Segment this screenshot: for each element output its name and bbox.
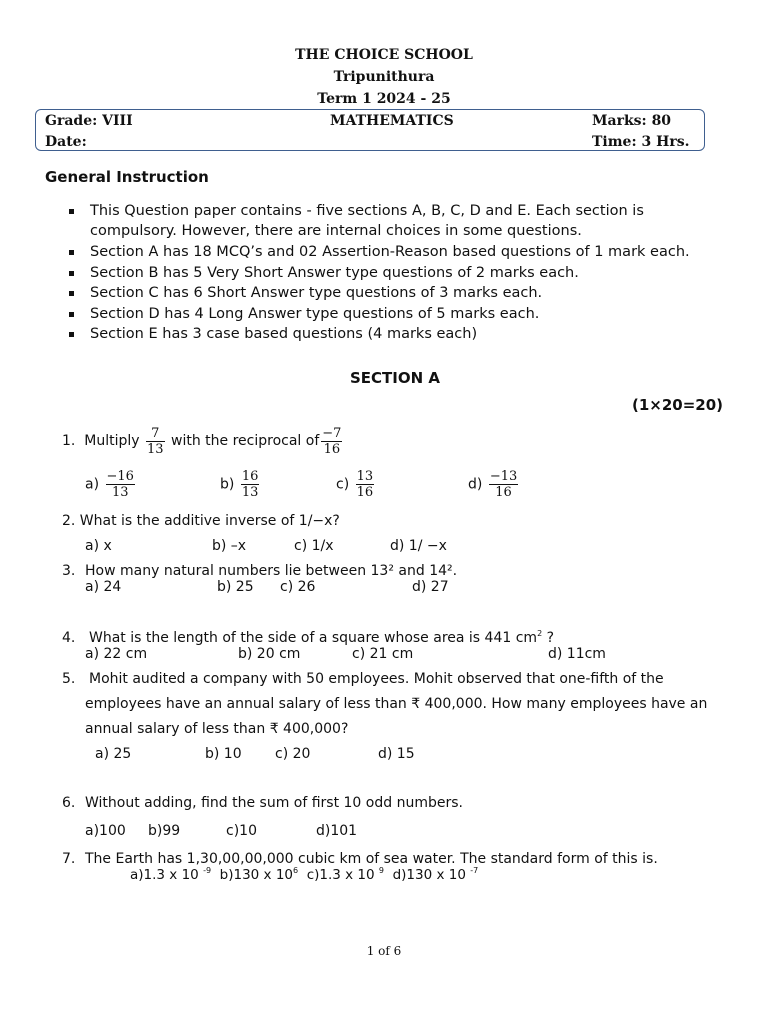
option-label: b) [220,476,235,493]
option-label: c) [336,476,350,493]
option: d)101 [316,823,358,839]
numerator: 13 [356,469,374,484]
question-number: 6. [62,795,76,811]
fraction [106,469,135,500]
term: Term 1 2024 - 25 [317,91,451,107]
denominator: 13 [147,441,164,457]
fraction [241,469,260,500]
time: Time: 3 Hrs. [592,134,690,150]
instruction-item: This Question paper contains - five sections A, B, C, D and E. Each section is [90,203,644,219]
numerator: 7 [146,426,165,442]
option [220,867,298,883]
question-number: 1. [62,433,76,449]
option: b)99 [148,823,181,839]
option-text: b)130 x 10 [219,867,293,883]
question-5-line: employees have an annual salary of less than ₹ 400,000. How many employees have an [85,696,708,712]
question-text: What is the length of the side of a square whose area is 441 cm [89,630,538,646]
question-2: 2. What is the additive inverse of 1/−x? [62,513,340,529]
question-7-options [130,867,478,883]
option: b) 25 [217,579,254,595]
fraction [146,426,165,457]
bullet-icon [69,291,74,296]
denominator: 13 [111,485,129,500]
question-5-line: Mohit audited a company with 50 employees. Mohit observed that one-fifth of the [89,671,664,687]
option: a) 25 [95,746,132,762]
option: c) 26 [280,579,316,595]
option: c) 21 cm [352,646,414,662]
superscript: 2 [537,629,543,638]
question-number: 3. [62,563,76,579]
option [393,867,479,883]
question-4 [89,630,554,646]
question-1 [62,425,344,457]
section-title: SECTION A [349,369,440,387]
question-5-line: annual salary of less than ₹ 400,000? [85,721,349,737]
option [336,469,376,500]
instruction-item: Section B has 5 Very Short Answer type questions of 2 marks each. [90,265,579,281]
grade: Grade: VIII [45,113,133,129]
fraction [321,426,342,457]
instruction-item: Section C has 6 Short Answer type questions of 3 marks each. [90,285,543,301]
question-7: The Earth has 1,30,00,00,000 cubic km of sea water. The standard form of this is. [85,851,658,867]
date: Date: [45,134,87,150]
option: d) 1/ −x [390,538,447,554]
denominator: 16 [323,441,341,457]
option: a) 22 cm [85,646,148,662]
subject: MATHEMATICS [330,113,454,129]
numerator: −7 [322,425,342,441]
question-text: with the reciprocal of [171,433,320,449]
question-number: 4. [62,630,76,646]
option: a)100 [85,823,126,839]
option: d) 11cm [548,646,606,662]
numerator: −13 [489,469,518,484]
option: a) x [85,538,112,554]
bullet-icon [69,209,74,214]
school-name: THE CHOICE SCHOOL [295,47,473,63]
instruction-item: compulsory. However, there are internal choices in some questions. [90,223,582,239]
school-place: Tripunithura [333,69,435,85]
option-label: a) [85,476,100,493]
bullet-icon [69,250,74,255]
question-number: 7. [62,851,76,867]
numerator: 16 [241,469,259,484]
superscript: 9 [378,866,384,875]
instruction-item: Section D has 4 Long Answer type questions of 5 marks each. [90,306,540,322]
bullet-icon [69,312,74,317]
option: a) 24 [85,579,122,595]
option [220,469,261,500]
option: c) 1/x [294,538,334,554]
numerator: −16 [106,469,134,484]
option-label: d) [468,476,483,493]
fraction [489,469,518,500]
option: d) 15 [378,746,415,762]
superscript: -7 [470,866,479,875]
fraction [356,469,375,500]
superscript: -9 [203,866,212,875]
option [468,469,520,500]
superscript: 6 [293,866,299,875]
instructions-title: General Instruction [45,168,209,186]
option-text: a)1.3 x 10 [130,867,199,883]
denominator: 16 [495,485,512,500]
option: c) 20 [275,746,311,762]
option: d) 27 [412,579,449,595]
option: b) 10 [205,746,242,762]
option: c)10 [226,823,257,839]
marks: Marks: 80 [592,113,672,129]
instruction-item: Section A has 18 MCQ’s and 02 Assertion-Reason based questions of 1 mark each. [90,244,690,260]
bullet-icon [69,332,74,337]
option: b) –x [212,538,247,554]
question-text: Multiply [84,433,140,449]
denominator: 16 [356,485,374,500]
option [130,867,211,883]
option-text: c)1.3 x 10 [306,867,375,883]
question-text: ? [542,630,555,646]
page-number: 1 of 6 [366,944,402,958]
option [85,469,137,500]
question-3: How many natural numbers lie between 13² and 14². [85,563,458,579]
option: b) 20 cm [238,646,301,662]
question-number: 5. [62,671,76,687]
instruction-item: Section E has 3 case based questions (4 marks each) [90,326,478,342]
section-marks: (1×20=20) [632,396,724,414]
bullet-icon [69,271,74,276]
question-6: Without adding, find the sum of first 10 odd numbers. [85,795,463,811]
option-text: d)130 x 10 [392,867,466,883]
option [307,867,384,883]
denominator: 13 [241,485,259,500]
